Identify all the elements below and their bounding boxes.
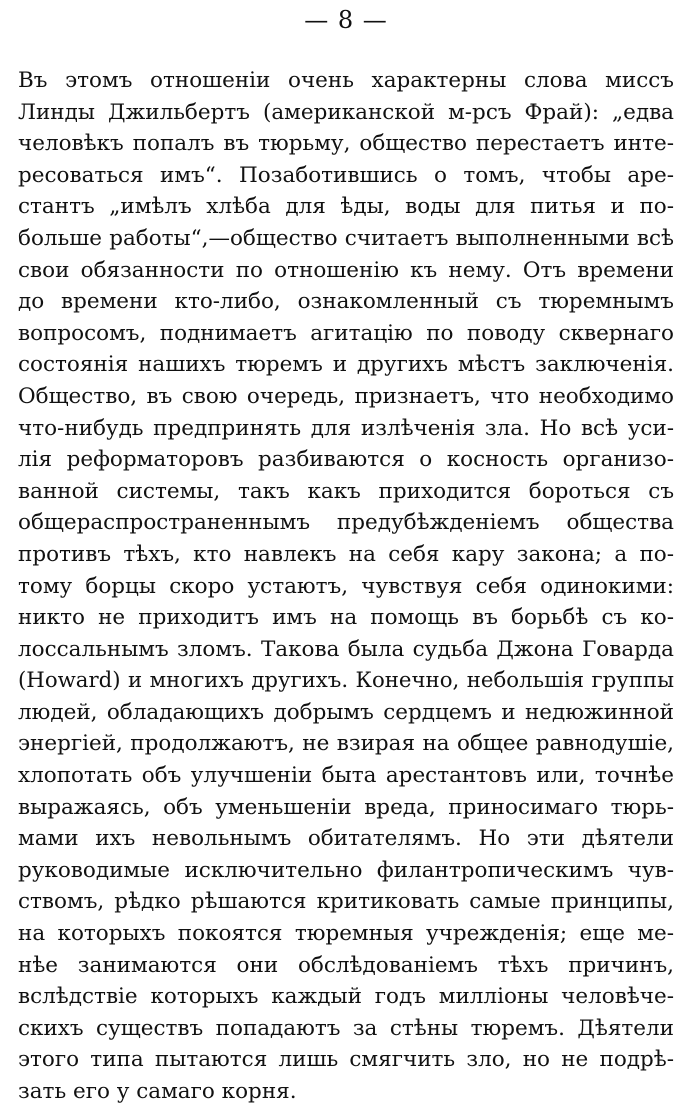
text-line: ствомъ, рѣдко рѣшаются критиковать самые принципы, xyxy=(18,889,674,915)
text-line: лоссальнымъ зломъ. Такова была судьба Джона Говарда xyxy=(18,636,674,662)
text-line: больше работы“,—общество считаетъ выполненными всѣ xyxy=(18,225,674,251)
page-number: — 8 — xyxy=(304,6,388,34)
text-line: никто не приходитъ имъ на помощь въ борьбѣ съ ко- xyxy=(18,605,674,631)
text-line: вслѣдствiе которыхъ каждый годъ миллiоны человѣче- xyxy=(18,984,674,1010)
body-paragraph xyxy=(18,65,674,1108)
text-line: Линды Джильбертъ (американской м-рсъ Фрай): „едва xyxy=(18,99,674,125)
text-line: противъ тѣхъ, кто навлекъ на себя кару закона; а по- xyxy=(18,541,674,567)
text-line: нѣе занимаются они обслѣдованiемъ тѣхъ причинъ, xyxy=(18,952,674,978)
text-line: хлопотать объ улучшенiи быта арестантовъ или, точнѣе xyxy=(18,763,674,789)
text-line: выражаясь, объ уменьшенiи вреда, приносимаго тюрь- xyxy=(18,794,674,820)
text-line: ванной системы, такъ какъ приходится бороться съ xyxy=(18,478,674,504)
text-line: Общество, въ свою очередь, признаетъ, что необходимо xyxy=(18,383,674,409)
text-line: зать его у самаго корня. xyxy=(18,1079,297,1104)
text-line: лiя реформаторовъ разбиваются о косность организо- xyxy=(18,447,674,473)
text-line: руководимые исключительно филантропическимъ чув- xyxy=(18,857,674,883)
text-line: этого типа пытаются лишь смягчить зло, но не подрѣ- xyxy=(18,1047,674,1073)
text-line: (Howard) и многихъ другихъ. Конечно, небольшiя группы xyxy=(18,668,674,694)
text-line: стантъ „имѣлъ хлѣба для ѣды, воды для питья и по- xyxy=(18,194,674,220)
text-line: скихъ существъ попадаютъ за стѣны тюремъ. Дѣятели xyxy=(18,1015,674,1041)
text-line: ресоваться имъ“. Позаботившись о томъ, чтобы аре- xyxy=(18,162,674,188)
text-line: общераспространеннымъ предубѣжденiемъ общества xyxy=(18,510,674,536)
text-line: до времени кто-либо, ознакомленный съ тюремнымъ xyxy=(18,289,674,315)
text-line: людей, обладающихъ добрымъ сердцемъ и недюжинной xyxy=(18,699,674,725)
text-line: Въ этомъ отношенiи очень характерны слова миссъ xyxy=(18,68,674,93)
text-line: что-нибудь предпринять для излѣченiя зла. Но всѣ уси- xyxy=(18,415,674,441)
text-line: человѣкъ попалъ въ тюрьму, общество перестаетъ инте- xyxy=(18,131,674,157)
text-line: на которыхъ покоятся тюремныя учрежденiя; еще ме- xyxy=(18,921,674,947)
text-line: мами ихъ невольнымъ обитателямъ. Но эти дѣятели xyxy=(18,826,674,852)
text-line: вопросомъ, поднимаетъ агитацiю по поводу сквернаго xyxy=(18,320,674,346)
text-line: состоянiя нашихъ тюремъ и другихъ мѣстъ заключенiя. xyxy=(18,352,674,378)
text-line: тому борцы скоро устаютъ, чувствуя себя одинокими: xyxy=(18,573,674,599)
text-line: энергiей, продолжаютъ, не взирая на общее равнодушiе, xyxy=(18,731,674,757)
text-line: свои обязанности по отношенiю къ нему. Отъ времени xyxy=(18,257,674,283)
